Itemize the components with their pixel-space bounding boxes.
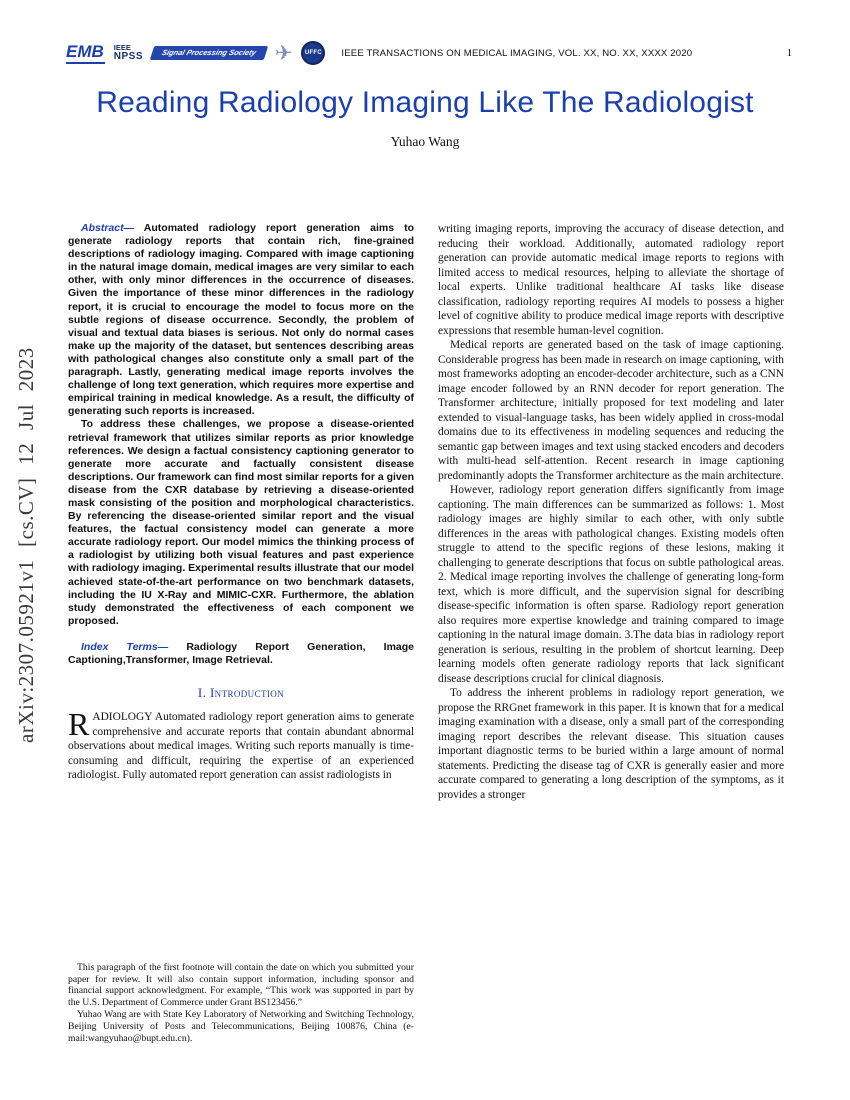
npss-logo-text: NPSS [113, 50, 144, 62]
body-paragraph-4: To address the inherent problems in radiology report generation, we propose the RRGnet framework in this paper. It is known that for a medical imaging examination with a disease, only a small part of the corresponding imaging report describes the relevant disease. This situation causes important diagnostic terms to be buried within a large amount of normal statements. Predicting the disease tag of CXR is generally easier and more accurate compared to generating a long description of the symptoms, as it provides a stronger [438, 687, 784, 801]
arxiv-watermark: arXiv:2307.05921v1 [cs.CV] 12 Jul 2023 [14, 347, 38, 743]
journal-header [66, 36, 792, 70]
left-column [68, 222, 414, 1065]
body-paragraph-3: However, radiology report generation differs significantly from image captioning. The main differences can be summarized as follows: 1. Most radiology images are highly similar to each other, with only subtle differences in the areas with pathological changes. Existing models often struggle to attend to the specific regions of these lesions, making it challenging to generate descriptions that focus on subtle pathological areas. 2. Medical image reporting involves the challenge of generating long-form text, which is more difficult, and the supervision signal for describing disease-specific information is often sparse. Radiology report generation also requires more expertise knowledge and training compared to image captioning in the natural image domain. 3.The data bias in radiology report generation is serious, resulting in the problem of shortcut learning. Deep learning models often generate radiology reports that lack significant disease descriptions crucial for clinical diagnosis. [438, 484, 784, 685]
index-terms-text: Radiology Report Generation, Image Captioning,Transformer, Image Retrieval. [68, 640, 415, 666]
drop-cap: R [68, 706, 90, 743]
two-column-body [68, 222, 784, 1065]
right-column [438, 222, 784, 1065]
author-name: Yuhao Wang [390, 134, 460, 149]
introduction-text-1: ADIOLOGY Automated radiology report generation aims to generate comprehensive and accurate reports that contain abundant abnormal observations about medical images. Writing such reports manually is time-consuming and difficult, requiring the expertise of an experienced radiologist. Fully automated report generation can assist radiologists in [68, 711, 414, 782]
index-terms [68, 641, 414, 667]
paper-title: Reading Radiology Imaging Like The Radiologist [96, 86, 754, 119]
abstract-label: Abstract— [81, 222, 135, 234]
footnote-paragraph-2: Yuhao Wang are with State Key Laboratory of Networking and Switching Technology, Beijing University of Posts and Telecommunications, Beijing 100876, China (e-mail:wangyuhao@bupt.edu.cn). [68, 1009, 414, 1045]
abstract-paragraph-1 [68, 222, 414, 418]
ieee-logo-text: IEEE [113, 43, 131, 53]
index-terms-label: Index Terms— [81, 640, 169, 653]
publisher-logos [66, 41, 325, 65]
body-paragraph-2: Medical reports are generated based on the task of image captioning. Considerable progress has been made in research on image captioning, with most frameworks adopting an encoder-decoder architecture, such as a CNN image encoder followed by an RNN decoder for report generation. The Transformer architecture, initially proposed for text modeling and later extended to visual-language tasks, has been widely applied in cross-modal domains due to its effectiveness in modeling sequences and reducing the semantic gap between images and text using stacked encoders and decoders with multi-head self-attention. Recent research in image captioning predominantly adopts the Transformer architecture as the main architecture. [438, 339, 784, 482]
first-page-footnote [68, 962, 414, 1045]
uffc-society-logo: UFFC [301, 41, 325, 65]
signal-processing-society-logo: Signal Processing Society [150, 46, 268, 60]
abstract-paragraph-2: To address these challenges, we propose a disease-oriented retrieval framework that utilizes similar reports as prior knowledge references. We design a factual consistency captioning generator to generate more accurate and factually consistent disease descriptions. Our framework can find most similar reports for a given disease from the CXR database by retrieving a disease-oriented mask consisting of the position and morphological characteristics. By referencing the disease-oriented similar report and the visual features, the factual consistency model can generate a more accurate radiology report. Our model mimics the thinking process of a radiologist by utilizing both visual features and past experience with radiology imaging. Experimental results illustrate that our model achieved state-of-the-art performance on two benchmark datasets, including the IU X-Ray and MIMIC-CXR. Furthermore, the ablation study demonstrated the effectiveness of each component we proposed. [68, 418, 415, 627]
section-heading-introduction: I. Introduction [197, 685, 285, 701]
abstract-text-1: Automated radiology report generation aims to generate radiology reports that contain rich, fine-grained descriptions of radiology imaging. Compared with image captioning in the natural image domain, medical images are very similar to each other, with only minor differences in the occurrence of diseases. Given the importance of these minor differences in the radiology report, it is crucial to encourage the model to focus more on the subtle regions of disease occurrence. Secondly, the problem of visual and textual data biases is serious. Not only do normal cases make up the majority of the dataset, but sentences describing areas with pathological changes also constitute only a small part of the paragraph. Lastly, generating medical image reports involves the challenge of long text generation, which requires more expertise and empirical training in medical knowledge. As a result, the difficulty of generating such reports is increased. [68, 222, 414, 418]
footnote-paragraph-1: This paragraph of the first footnote will contain the date on which you submitted your paper for review. It will also contain support information, including sponsor and financial support acknowledgment. For example, “This work was supported in part by the U.S. Department of Commerce under Grant BS123456.” [68, 961, 414, 1009]
page-number: 1 [786, 47, 792, 59]
emb-society-logo: EMB [66, 43, 105, 64]
ieee-npss-logo [114, 44, 143, 62]
introduction-paragraph-1 [68, 706, 414, 783]
aircraft-society-icon: ✈ [274, 41, 293, 65]
journal-title-line: IEEE TRANSACTIONS ON MEDICAL IMAGING, VOL. XX, NO. XX, XXXX 2020 [341, 47, 693, 59]
body-paragraph-1: writing imaging reports, improving the accuracy of disease detection, and reducing their workload. Additionally, automated radiology report generation can provide automatic medical image reports to regions with limited access to medical resources, helping to alleviate the shortage of local experts. Unlike traditional healthcare AI tasks like disease classification, radiology reporting requires AI models to possess a higher level of cognitive ability to produce medical image reports with descriptive expressions that resemble human-level cognition. [438, 223, 784, 337]
